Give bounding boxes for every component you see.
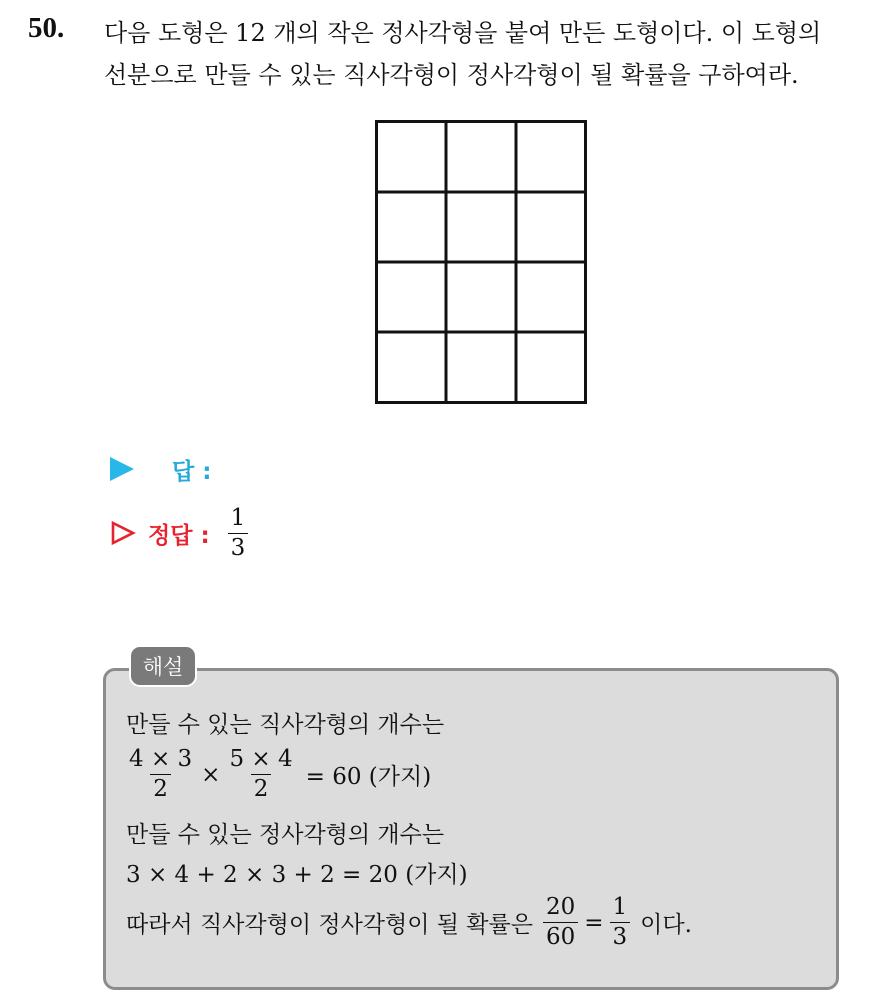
explanation-line-4: 3 × 4 + 2 × 3 + 2 = 20 (가지) [126,862,468,888]
problem-statement [104,12,874,96]
fraction-denominator: 2 [150,774,171,801]
fraction-denominator: 3 [610,922,631,949]
fraction-denominator: 3 [228,533,249,560]
explanation-line-5 [126,896,692,949]
fraction-denominator: 60 [543,922,578,949]
correct-answer-label: 정답 : [148,522,210,549]
fraction-numerator: 5 × 4 [229,746,293,772]
correct-answer-fraction [228,504,249,561]
fraction-numerator: 20 [545,894,576,920]
conclusion-text: 따라서 직사각형이 정사각형이 될 확률은 [126,912,533,938]
problem-line-1: 다음 도형은 12 개의 작은 정사각형을 붙여 만든 도형이다. 이 도형의 [104,19,822,47]
problem-number: 50. [28,12,65,44]
fraction-denominator: 2 [251,774,272,801]
answer-label: 답 : [172,458,212,485]
fraction [610,896,631,949]
answer-arrow-icon [110,457,134,481]
fraction [126,748,195,801]
fraction-numerator: 4 × 3 [129,746,193,772]
grid-figure [375,120,587,404]
equals-sign: = [584,909,604,936]
conclusion-suffix: 이다. [640,912,692,938]
fraction-numerator: 1 [612,894,628,920]
fraction [543,896,578,949]
result-text: = 60 (가지) [305,764,432,790]
explanation-line-2 [126,748,431,801]
problem-line-2: 선분으로 만들 수 있는 직사각형이 정사각형이 될 확률을 구하여라. [104,61,799,89]
correct-arrow-icon [110,520,136,546]
fraction [226,748,295,801]
correct-answer-row [110,502,248,564]
grid-figure-svg [375,120,587,404]
explanation-tab: 해설 [129,645,197,687]
fraction-numerator: 1 [230,504,246,531]
explanation-line-1: 만들 수 있는 직사각형의 개수는 [126,712,445,738]
explanation-line-3: 만들 수 있는 정사각형의 개수는 [126,822,445,848]
times-sign: × [201,761,221,788]
answer-row [110,452,211,486]
